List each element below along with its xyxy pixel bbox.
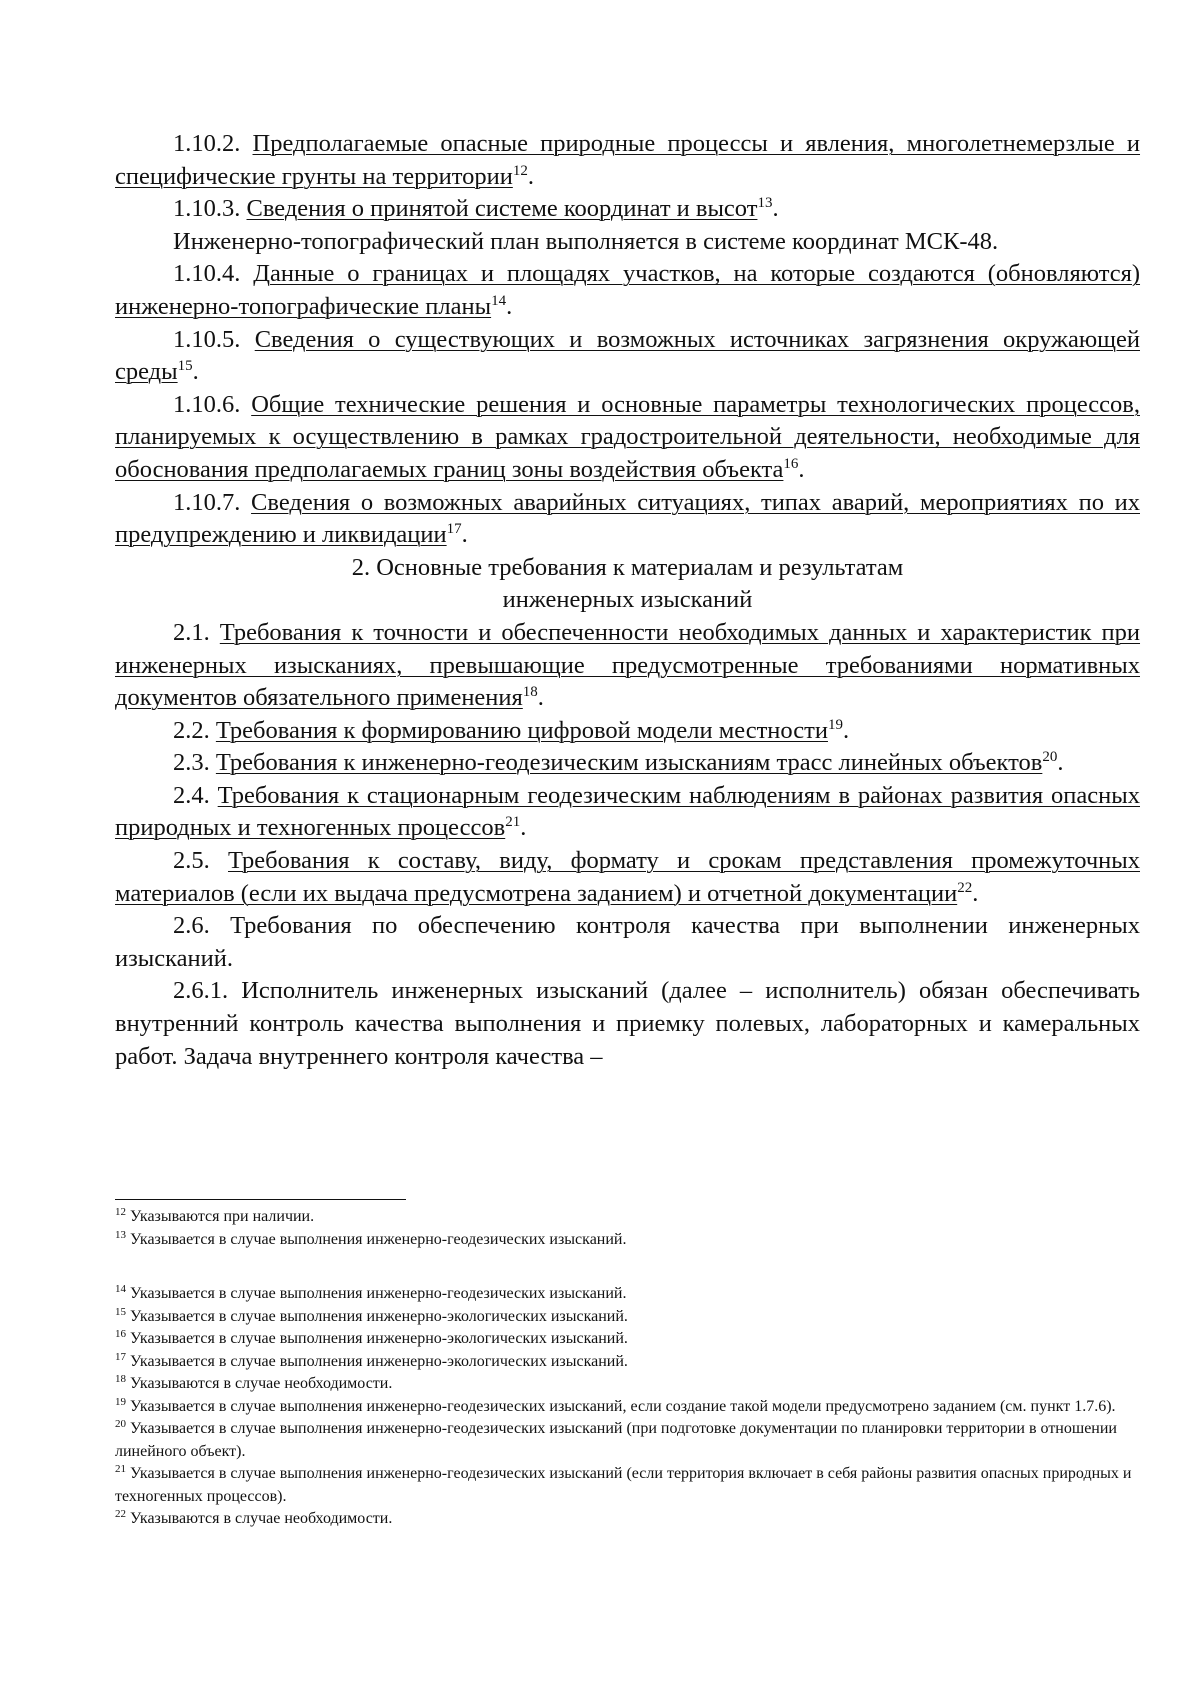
footnotes-group-1 [115,1206,1140,1251]
item-text: Сведения о существующих и возможных источниках загрязнения окружающей среды [115,325,1140,386]
item-number: 2.5. [173,847,210,875]
footnote-14: $^{14}$ Указывается в случае выполнения инженерно-геодезических изысканий. [115,1283,627,1302]
paragraph-1-10-5: 1.10.5. Сведения о существующих и возможных источниках загрязнения окружающей среды$^{15}$. [115,325,1140,386]
footnote-ref[interactable]: 14 [491,292,507,309]
main-text [115,128,1140,1073]
paragraph-1-10-7: 1.10.7. Сведения о возможных аварийных ситуациях, типах аварий, мероприятиях по их предупреждению и ликвидации$^{17}$. [115,488,1140,549]
item-text: Исполнитель инженерных изысканий (далее – исполнитель) обязан обеспечивать внутренний контроль качества выполнения и приемку полевых, лабораторных и камеральных работ. Задача внутреннего контроля качества – [115,977,1140,1070]
footnote-13: $^{13}$ Указывается в случае выполнения инженерно-геодезических изысканий. [115,1228,627,1248]
item-number: 2.1. [173,618,210,646]
item-number: 1.10.7. [173,488,241,516]
item-number: 1.10.2. [173,130,241,157]
item-number: 2.6. [173,912,210,940]
item-text: Предполагаемые опасные природные процессы и явления, многолетнемерзлые и специфические грунты на территории [115,130,1141,190]
item-number: 1.10.4. [173,260,241,288]
footnote-ref[interactable]: 18 [522,684,538,701]
paragraph-2-1: 2.1. Требования к точности и обеспеченности необходимых данных и характеристик при инженерных изысканиях, превышающие предусмотренные требованиями нормативных документов обязательного применения$^{18}$. [115,618,1141,712]
footnote-separator [115,1199,406,1200]
footnote-19: $^{19}$ Указывается в случае выполнения инженерно-геодезических изысканий, если создание такой модели предусмотрено заданием (см. пункт 1.7.6). [115,1395,1116,1415]
item-number: 2.2. [173,716,210,744]
footnote-16: $^{16}$ Указывается в случае выполнения инженерно-экологических изысканий. [115,1328,628,1347]
item-number: 1.10.3. [173,195,241,223]
footnote-17: $^{17}$ Указывается в случае выполнения инженерно-экологических изысканий. [115,1350,628,1370]
item-text: Требования по обеспечению контроля качества при выполнении инженерных изысканий. [115,912,1141,972]
footnote-ref[interactable]: 22 [957,879,973,896]
paragraph-2-5: 2.5. Требования к составу, виду, формату и срокам представления промежуточных материалов (если их выдача предусмотрена заданием) и отчетной документации$^{22}$. [115,847,1140,907]
footnote-ref[interactable]: 13 [757,195,773,212]
item-number: 2.4. [173,781,210,809]
paragraph-1-10-2: 1.10.2. Предполагаемые опасные природные процессы и явления, многолетнемерзлые и специфические грунты на территории$^{12}$. [115,130,1141,190]
footnote-22: $^{22}$ Указываются в случае необходимости. [115,1508,393,1527]
paragraph-2-4: 2.4. Требования к стационарным геодезическим наблюдениям в районах развития опасных природных и техногенных процессов$^{21}$. [115,781,1140,842]
paragraph-1-10-6: 1.10.6. Общие технические решения и основные параметры технологических процессов, планируемых к осуществлению в рамках градостроительной деятельности, необходимые для обоснования предполагаемых границ зоны воздействия объекта$^{16}$. [115,390,1140,483]
section-heading-line-2: инженерных изысканий [502,586,753,614]
footnote-18: $^{18}$ Указываются в случае необходимости. [115,1373,393,1392]
paragraph-2-2: 2.2. Требования к формированию цифровой модели местности$^{19}$. [173,716,850,744]
item-text: Требования к формированию цифровой модели местности [215,716,828,744]
footnote-ref[interactable]: 15 [177,358,193,375]
item-number: 1.10.6. [173,390,241,418]
item-number: 2.3. [173,749,210,777]
item-number: 2.6.1. [173,977,229,1005]
item-text: Сведения о принятой системе координат и высот [246,195,758,223]
footnote-20: $^{20}$ Указывается в случае выполнения инженерно-геодезических изысканий (при подготовке документации по планировки территории в отношении линейного объект). [115,1418,1117,1460]
footnote-ref[interactable]: 17 [446,521,462,538]
item-text: Общие технические решения и основные параметры технологических процессов, планируемых к осуществлению в рамках градостроительной деятельности, необходимые для обоснования предполагаемых границ зоны воздействия объекта [115,390,1140,483]
paragraph-2-6-1 [115,975,1140,1073]
section-heading-line-1: 2. Основные требования к материалам и результатам [351,553,904,581]
item-text: Данные о границах и площадях участков, на которые создаются (обновляются) инженерно-топографические планы [115,260,1141,320]
paragraph-2-3: 2.3. Требования к инженерно-геодезическим изысканиям трасс линейных объектов$^{20}$. [173,749,1064,777]
item-text: Требования к составу, виду, формату и срокам представления промежуточных материалов (если их выдача предусмотрена заданием) и отчетной документации [115,847,1140,907]
footnote-21: $^{21}$ Указывается в случае выполнения инженерно-геодезических изысканий (если территория включает в себя районы развития опасных природных и техногенных процессов). [115,1463,1132,1505]
footnote-ref[interactable]: 16 [783,455,799,472]
item-text: Инженерно-топографический план выполняется в системе координат МСК-48. [173,227,999,255]
paragraph-1-10-4: 1.10.4. Данные о границах и площадях участков, на которые создаются (обновляются) инженерно-топографические планы$^{14}$. [115,260,1141,320]
item-text: Требования к стационарным геодезическим наблюдениям в районах развития опасных природных и техногенных процессов [115,781,1140,842]
footnote-ref[interactable]: 12 [512,162,528,179]
item-text: Сведения о возможных аварийных ситуациях, типах аварий, мероприятиях по их предупреждению и ликвидации [115,488,1140,549]
footnote-ref[interactable]: 21 [505,814,521,831]
item-text: Требования к точности и обеспеченности необходимых данных и характеристик при инженерных изысканиях, превышающие предусмотренные требованиями нормативных документов обязательного применения [115,618,1141,712]
paragraph-coordinates-note [115,226,1140,259]
footnotes-group-2 [115,1283,1140,1531]
paragraph-2-6 [115,910,1140,975]
item-number: 1.10.5. [173,325,241,353]
paragraph-1-10-3: 1.10.3. Сведения о принятой системе координат и высот$^{13}$. [173,195,779,223]
footnote-ref[interactable]: 19 [827,716,843,733]
footnote-12: $^{12}$ Указываются при наличии. [115,1206,315,1225]
footnote-ref[interactable]: 20 [1042,749,1058,766]
item-text: Требования к инженерно-геодезическим изысканиям трасс линейных объектов [215,749,1043,777]
footnote-15: $^{15}$ Указывается в случае выполнения инженерно-экологических изысканий. [115,1305,628,1325]
